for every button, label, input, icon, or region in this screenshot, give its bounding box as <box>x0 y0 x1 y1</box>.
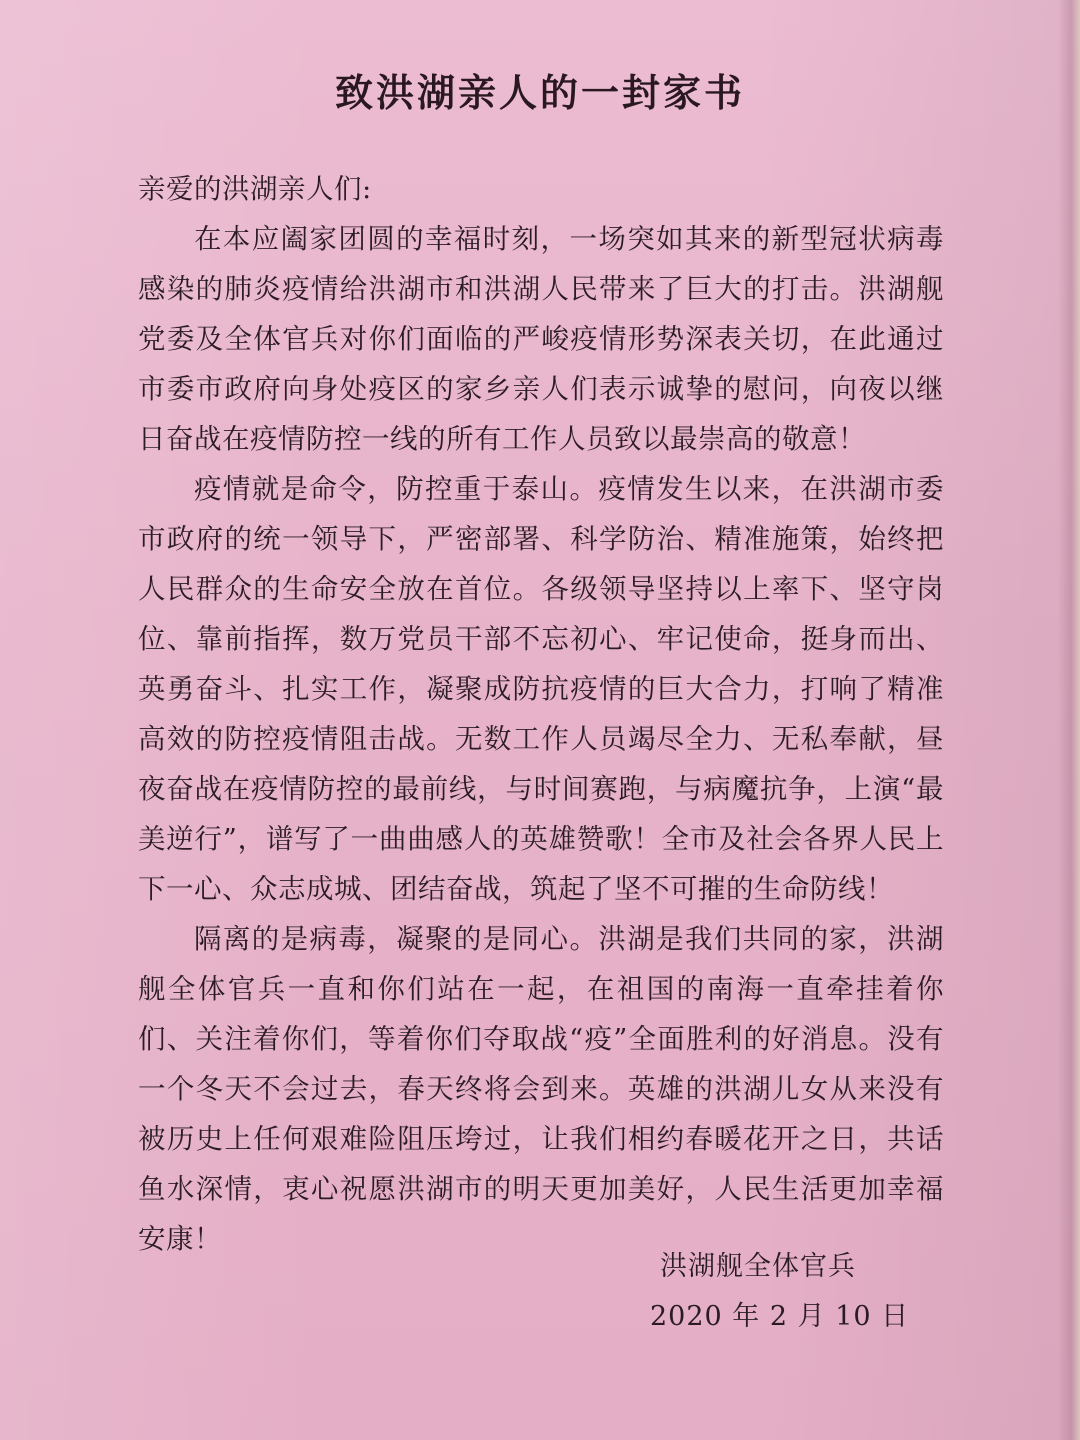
letter-body <box>138 164 944 1264</box>
letter-paragraph-2: 疫情就是命令，防控重于泰山。疫情发生以来，在洪湖市委市政府的统一领导下，严密部署、科学防治、精准施策，始终把人民群众的生命安全放在首位。各级领导坚持以上率下、坚守岗位、靠前指挥，数万党员干部不忘初心、牢记使命，挺身而出、英勇奋斗、扎实工作，凝聚成防抗疫情的巨大合力，打响了精准高效的防控疫情阻击战。无数工作人员竭尽全力、无私奉献，昼夜奋战在疫情防控的最前线，与时间赛跑，与病魔抗争，上演“最美逆行”，谱写了一曲曲感人的英雄赞歌！全市及社会各界人民上下一心、众志成城、团结奋战，筑起了坚不可摧的生命防线！ <box>138 473 944 905</box>
letter-date: 2020 年 2 月 10 日 <box>650 1301 910 1332</box>
letter-greeting: 亲爱的洪湖亲人们: <box>138 173 372 205</box>
letter-title: 致洪湖亲人的一封家书 <box>334 70 745 115</box>
paper-edge-shadow <box>1058 0 1080 1440</box>
letter-paragraph-3: 隔离的是病毒，凝聚的是同心。洪湖是我们共同的家，洪湖舰全体官兵一直和你们站在一起，在祖国的南海一直牵挂着你们、关注着你们，等着你们夺取战“疫”全面胜利的好消息。没有一个冬天不会过去，春天终将会到来。英雄的洪湖儿女从来没有被历史上任何艰难险阻压垮过，让我们相约春暖花开之日，共话鱼水深情，衷心祝愿洪湖市的明天更加美好，人民生活更加幸福安康！ <box>138 923 944 1255</box>
letter-paragraph-1: 在本应阖家团圆的幸福时刻，一场突如其来的新型冠状病毒感染的肺炎疫情给洪湖市和洪湖人民带来了巨大的打击。洪湖舰党委及全体官兵对你们面临的严峻疫情形势深表关切，在此通过市委市政府向身处疫区的家乡亲人们表示诚挚的慰问，向夜以继日奋战在疫情防控一线的所有工作人员致以最崇高的敬意！ <box>138 223 944 455</box>
letter-signature: 洪湖舰全体官兵 <box>660 1251 856 1282</box>
